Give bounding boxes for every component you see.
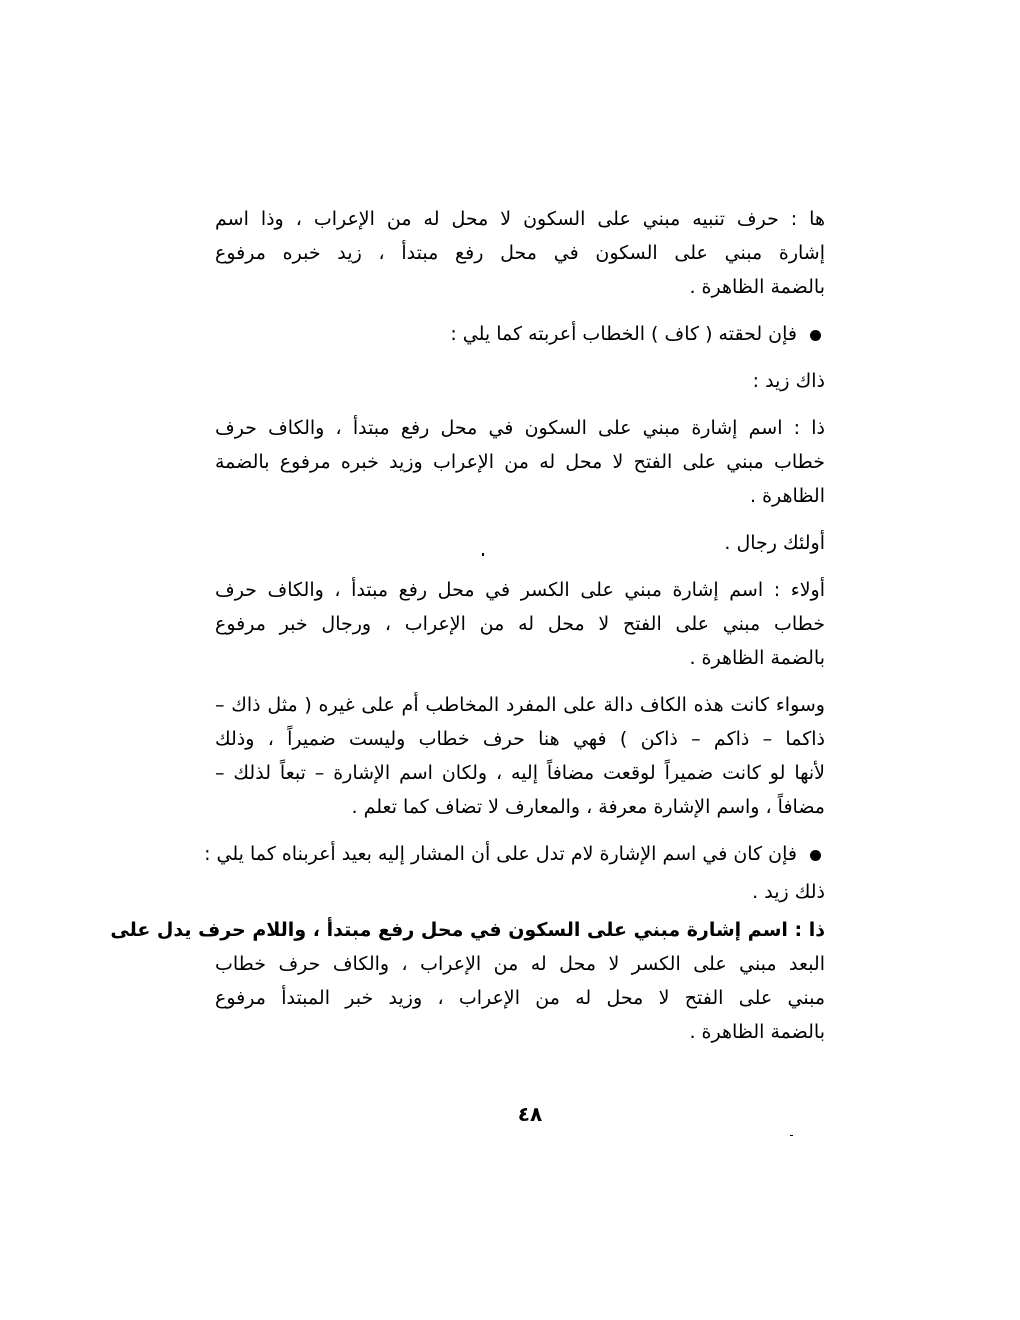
text-line: ذا : اسم إشارة مبني على السكون في محل رفع مبتدأ ، واللام حرف يدل على (110, 919, 825, 941)
bullet-paragraph-kaf (215, 317, 825, 351)
text-line: أولاء : اسم إشارة مبني على الكسر في محل رفع مبتدأ ، والكاف حرف (215, 579, 825, 601)
paragraph-dha-explanation (215, 411, 825, 513)
text-line: ها : حرف تنبيه مبني على السكون لا محل له من الإعراب ، وذا اسم (215, 208, 825, 230)
text-line: إشارة مبني على السكون في محل رفع مبتدأ ، زيد خبره مرفوع (215, 242, 825, 264)
text-line: خطاب مبني على الفتح لا محل له من الإعراب وزيد خبره مرفوع بالضمة (215, 451, 825, 473)
text-line: بالضمة الظاهرة . (689, 1021, 825, 1043)
text-line: لأنها لو كانت ضميراً لوقعت مضافاً إليه ، ولكان اسم الإشارة – تبعاً لذلك – (215, 762, 825, 784)
text-line: بالضمة الظاهرة . (689, 647, 825, 669)
text-line: ذاكما – ذاكم – ذاكن ) فهي هنا حرف خطاب وليست ضميراً ، وذلك (215, 728, 825, 750)
text-line: ذلك زيد . (752, 881, 825, 903)
text-line: ذا : اسم إشارة مبني على السكون في محل رفع مبتدأ ، والكاف حرف (215, 417, 825, 439)
text-line: بالضمة الظاهرة . (689, 276, 825, 298)
bullet-icon (810, 850, 821, 861)
paragraph-ulaa-explanation (215, 573, 825, 675)
text-line: مبني على الفتح لا محل له من الإعراب ، وزيد خبر المبتدأ مرفوع (215, 987, 825, 1009)
text-line: وسواء كانت هذه الكاف دالة على المفرد المخاطب أم على غيره ( مثل ذاك – (215, 694, 825, 716)
bullet-paragraph-lam (204, 837, 825, 871)
text-line: ذاك زيد : (752, 370, 825, 392)
scan-speck (482, 553, 484, 556)
example-sentence (215, 526, 825, 560)
paragraph-kaf-note (215, 688, 825, 824)
text-line: فإن لحقته ( كاف ) الخطاب أعربته كما يلي : (450, 323, 797, 345)
paragraph-dhalika-explanation (110, 913, 825, 1049)
text-line: البعد مبني على الكسر لا محل له من الإعراب ، والكاف حرف خطاب (215, 953, 825, 975)
page-number: ٤٨ (517, 1102, 543, 1126)
text-line: خطاب مبني على الفتح لا محل له من الإعراب ، ورجال خبر مرفوع (215, 613, 825, 635)
paragraph-ha-explanation (215, 202, 825, 304)
page-body (110, 202, 825, 1062)
text-line: فإن كان في اسم الإشارة لام تدل على أن المشار إليه بعيد أعربناه كما يلي : (204, 843, 797, 865)
scan-speck (790, 1135, 793, 1136)
text-line: الظاهرة . (750, 485, 825, 507)
text-line: مضافاً ، واسم الإشارة معرفة ، والمعارف لا تضاف كما تعلم . (351, 796, 825, 818)
example-sentence (215, 364, 825, 398)
text-line: أولئك رجال . (724, 532, 825, 554)
example-sentence (215, 875, 825, 909)
bullet-icon (810, 330, 821, 341)
